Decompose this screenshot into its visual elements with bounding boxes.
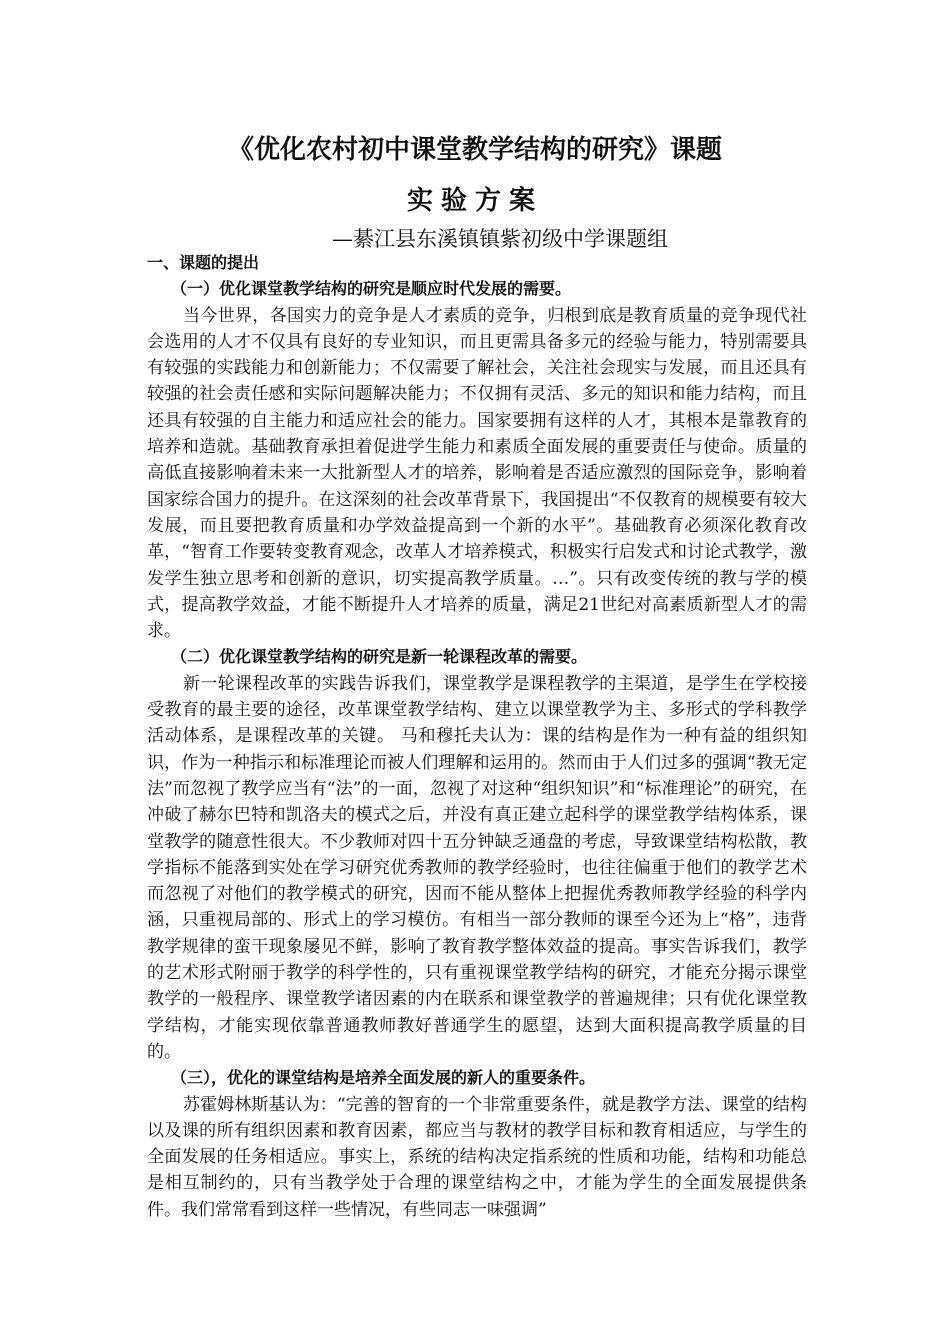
subsection-heading: （三），优化的课堂结构是培养全面发展的新人的重要条件。: [171, 1068, 596, 1088]
subsection-heading: （一）优化课堂教学结构的研究是顺应时代发展的需要。: [171, 279, 572, 299]
paragraph: 当今世界，各国实力的竞争是人才素质的竞争，归根到底是教育质量的竞争现代社会选用的人才不仅具有良好的专业知识，而且更需具备多元的经验与能力，特别需要具有较强的实践能力和创新能力；不仅需要了解社会，关注社会现实与发展，而且还具有较强的社会责任感和实际问题解决能力；不仅拥有灵活、多元的知识和能力结构，而且还具有较强的自主能力和适应社会的能力。国家要拥有这样的人才，其根本是靠教育的培养和造就。基础教育承担着促进学生能力和素质全面发展的重要责任与使命。质量的高低直接影响着未来一大批新型人才的培养，影响着是否适应激烈的国际竞争，影响着国家综合国力的提升。在这深刻的社会改革背景下，我国提出“不仅教育的规模要有较大发展，而且要把教育质量和办学效益提高到一个新的水平”。基础教育必须深化教育改革，“智育工作要转变教育观念，改革人才培养模式，积极实行启发式和讨论式教学，激发学生独立思考和创新的意识，切实提高教学质量。…”。只有改变传统的教与学的模式，提高教学效益，才能不断提升人才培养的质量，满足21世纪对高素质新型人才的需求。: [147, 305, 807, 642]
subsection-heading: （二）优化课堂教学结构的研究是新一轮课程改革的需要。: [171, 647, 588, 667]
paragraph: 苏霍姆林斯基认为：“完善的智育的一个非常重要条件，就是教学方法、课堂的结构以及课的所有组织因素和教育因素，都应当与教材的教学目标和教育相适应，与学生的全面发展的任务相适应。事实上，系统的结构决定指系统的性质和功能，结构和功能总是相互制约的，只有当教学处于合理的课堂结构之中，才能为学生的全面发展提供条件。我们常常看到这样一些情况，有些同志一味强调”: [147, 1094, 807, 1220]
document-body: [147, 250, 807, 1223]
section-heading: 一、课题的提出: [147, 253, 260, 272]
document-author: —綦江县东溪镇镇紫初级中学课题组: [332, 227, 668, 251]
paragraph: 新一轮课程改革的实践告诉我们，课堂教学是课程教学的主渠道，是学生在学校接受教育的最主要的途径，改革课堂教学结构、建立以课堂教学为主、多形式的学科教学活动体系，是课程改革的关键。 马和穆托夫认为：课的结构是作为一种有益的组织知识，作为一种指示和标准理论而被人们理解和运用的。然而由于人们过多的强调“教无定法”而忽视了教学应当有“法”的一面，忽视了对这种“组织知识”和“标准理论”的研究，在冲破了赫尔巴特和凯洛夫的模式之后，并没有真正建立起科学的课堂教学结构体系，课堂教学的随意性很大。不少教师对四十五分钟缺乏通盘的考虑，导致课堂结构松散，教学指标不能落到实处在学习研究优秀教师的教学经验时，也往往偏重于他们的教学艺术而忽视了对他们的教学模式的研究，因而不能从整体上把握优秀教师教学经验的科学内涵，只重视局部的、形式上的学习模仿。有相当一部分教师的课至今还为上“格”，违背教学规律的蛮干现象屡见不鲜，影响了教育教学整体效益的提高。事实告诉我们，教学的艺术形式附丽于教学的科学性的，只有重视课堂教学结构的研究，才能充分揭示课堂教学的一般程序、课堂教学诸因素的内在联系和课堂教学的普遍规律；只有优化课堂教学结构，才能实现依靠普通教师教好普通学生的愿望，达到大面积提高教学质量的目的。: [147, 673, 807, 1062]
document-title: 《优化农村初中课堂教学结构的研究》课题: [227, 135, 722, 165]
document-subtitle: 实验方案: [406, 186, 543, 216]
